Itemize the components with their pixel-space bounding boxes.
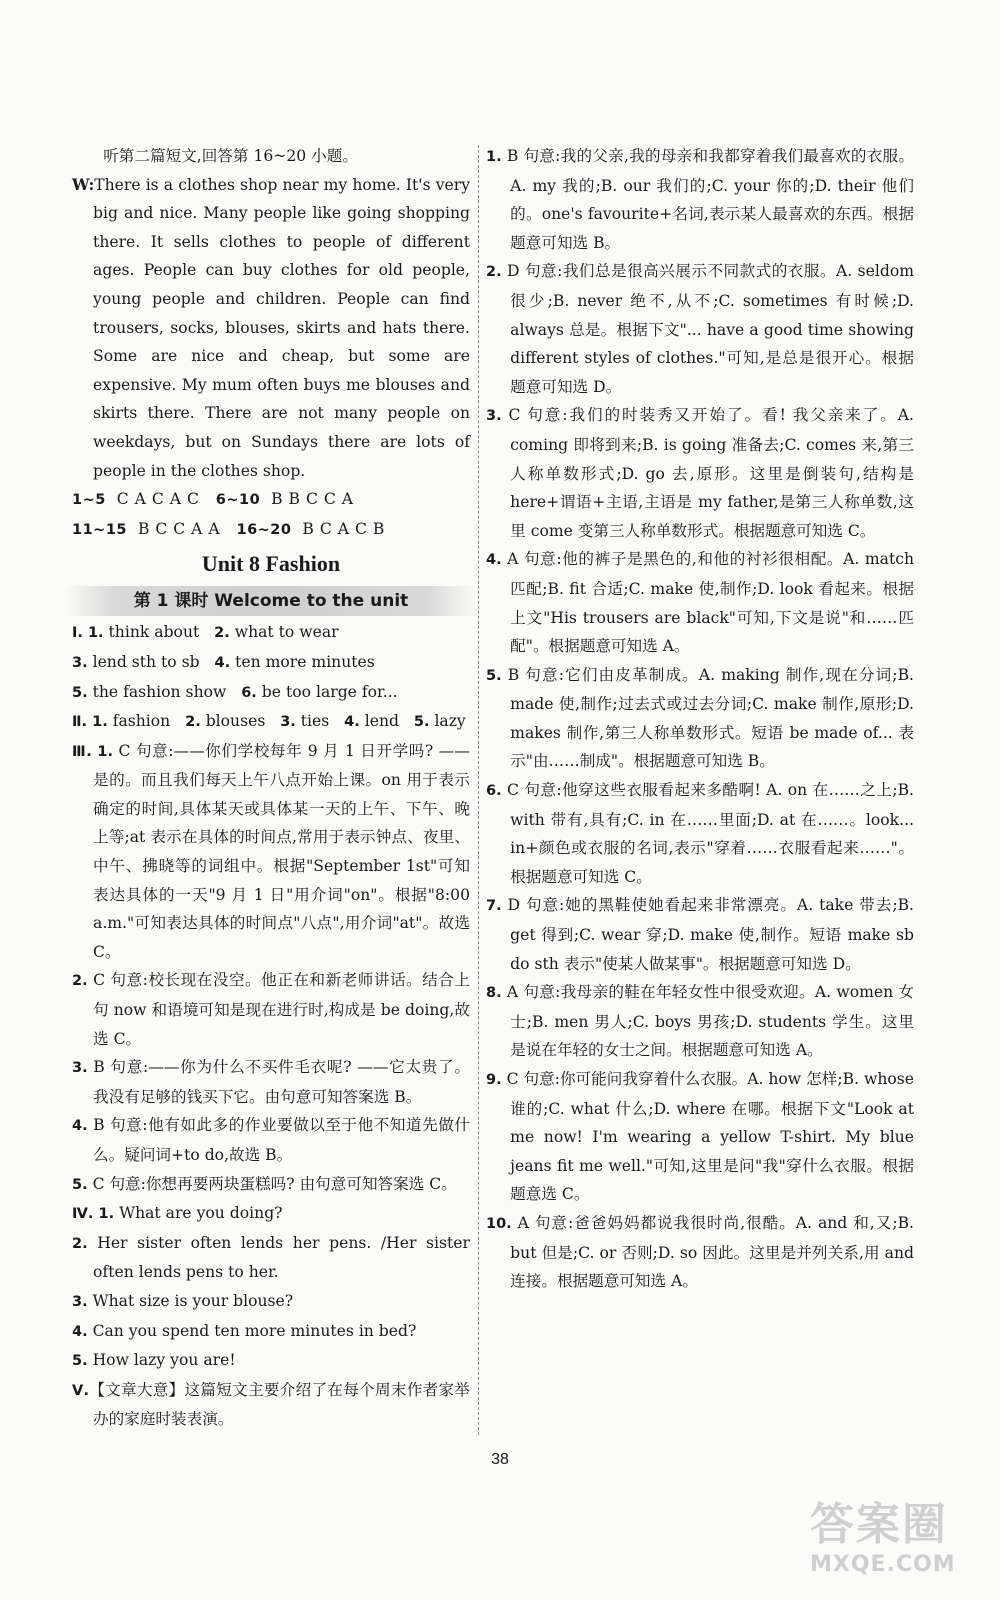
sec2-row <box>72 707 470 737</box>
item-text: be too large for... <box>261 682 398 701</box>
item-number: 2. <box>185 714 201 731</box>
item-number: 3. <box>72 654 88 671</box>
item-text: lend <box>364 712 399 731</box>
sec3-item <box>72 737 470 967</box>
item-number: 3. <box>72 1293 88 1310</box>
answer-letters: B B C C A <box>271 490 354 509</box>
item-number: Ⅱ. 1. <box>72 714 108 731</box>
item-text: 【文章大意】这篇短文主要介绍了在每个周末作者家举办的家庭时装表演。 <box>89 1380 470 1429</box>
item-number: 5. <box>72 1176 88 1193</box>
answer-range: 1~5 <box>72 492 106 509</box>
answer-range: 16~20 <box>236 521 292 538</box>
cloze-answer <box>486 1065 914 1209</box>
item-text: B 句意:他有如此多的作业要做以至于他不知道先做什么。疑问词+to do,故选 B。 <box>93 1116 471 1164</box>
item-number: 3. <box>72 1060 88 1077</box>
item-text: ten more minutes <box>235 652 375 671</box>
item-text: A 句意:爸爸妈妈都说我很时尚,很酷。A. and 和,又;B. but 但是;C. or 否则;D. so 因此。这里是并列关系,用 and 连接。根据题意可知选 A。 <box>510 1213 914 1291</box>
cloze-answer <box>486 1209 914 1296</box>
item-text: Can you spend ten more minutes in bed? <box>92 1321 417 1340</box>
sec3-item <box>72 1170 470 1200</box>
item-number: 4. <box>72 1323 88 1340</box>
item-text: B 句意:——你为什么不买件毛衣呢? ——它太贵了。我没有足够的钱买下它。由句意可知答案选 B。 <box>93 1058 470 1106</box>
item-number: Ⅲ. 1. <box>72 743 113 760</box>
cloze-answer <box>486 545 914 660</box>
sec5-item <box>72 1376 470 1434</box>
item-text: think about <box>108 623 200 642</box>
item-number: 4. <box>344 714 360 731</box>
item-text: what to wear <box>234 623 339 642</box>
left-column <box>72 142 470 1434</box>
watermark-url: MXQE.COM <box>810 1552 956 1577</box>
item-number: Ⅳ. 1. <box>72 1206 115 1223</box>
item-number: 4. <box>214 654 231 671</box>
item-number: Ⅰ. 1. <box>72 625 104 642</box>
item-number: 6. <box>241 684 257 701</box>
sec4-item <box>72 1346 470 1376</box>
item-text: the fashion show <box>92 682 227 701</box>
item-text: C 句意:你想再要两块蛋糕吗? 由句意可知答案选 C。 <box>92 1174 457 1193</box>
sec1-row <box>72 648 470 678</box>
item-text: lazy <box>434 712 466 731</box>
cloze-answer <box>486 776 914 891</box>
item-text: D 句意:我们总是很高兴展示不同款式的衣服。A. seldom 很少;B. never 绝不,从不;C. sometimes 有时候;D. always 总是。根据下文"... have a good time showing different styles of clothes."可知,是总是很开心。根据题意可知选 D。 <box>507 262 914 396</box>
item-number: 5. <box>486 667 502 684</box>
watermark-text: 答案圈 <box>810 1499 948 1550</box>
cloze-answer <box>486 891 914 978</box>
sec3-item <box>72 1053 470 1111</box>
transcript-text: There is a clothes shop near my home. It's very big and nice. Many people like going shopping there. It sells clothes to people of different ages. People can buy clothes for old people, young people and children. People can find trousers, socks, blouses, skirts and hats there. Some are nice and cheap, but some are expensive. My mum often buys me blouses and skirts there. There are not many people on weekdays, but on Sundays there are lots of people in the clothes shop. <box>93 175 470 480</box>
item-text: Her sister often lends her pens. /Her sister often lends pens to her. <box>93 1233 470 1282</box>
cloze-answer <box>486 401 914 545</box>
item-number: 6. <box>486 783 502 800</box>
item-number: 3. <box>486 408 502 425</box>
sec4-item <box>72 1199 470 1229</box>
answer-row-2 <box>72 515 470 545</box>
cloze-answer <box>486 257 914 401</box>
item-number: 4. <box>486 552 502 569</box>
item-number: 5. <box>72 1353 88 1370</box>
item-text: lend sth to sb <box>92 652 200 671</box>
item-text: What size is your blouse? <box>92 1291 294 1310</box>
page-number: 38 <box>491 1451 509 1468</box>
item-number: 2. <box>72 973 88 990</box>
cloze-answer <box>486 978 914 1065</box>
answer-letters: B C C A A <box>137 519 221 538</box>
answer-letters: B C A C B <box>302 519 385 538</box>
item-number: 10. <box>486 1215 512 1232</box>
item-text: D 句意:她的黑鞋使她看起来非常漂亮。A. take 带去;B. get 得到;C. wear 穿;D. make 使,制作。短语 make sb do sth 表示"使某人做某事"。根据题意可知选 D。 <box>507 896 914 973</box>
speaker-label: W: <box>72 174 95 194</box>
sec4-item <box>72 1317 470 1347</box>
item-text: B 句意:我的父亲,我的母亲和我都穿着我们最喜欢的衣服。A. my 我的;B. our 我们的;C. your 你的;D. their 他们的。one's favourite+名词,表示某人最喜欢的东西。根据题意可知选 B。 <box>506 147 914 252</box>
item-number: 2. <box>214 625 230 642</box>
item-text: What are you doing? <box>119 1204 283 1223</box>
item-text: blouses <box>205 712 266 731</box>
item-text: A 句意:我母亲的鞋在年轻女性中很受欢迎。A. women 女士;B. men 男人;C. boys 男孩;D. students 学生。这里是说在年轻的女士之间。根据题意可知选 A。 <box>506 983 914 1060</box>
item-number: 2. <box>486 264 502 281</box>
watermark-logo <box>810 1500 990 1592</box>
item-text: B 句意:它们由皮革制成。A. making 制作,现在分词;B. made 使,制作;过去式或过去分词;C. make 制作,原形;D. makes 制作,第三人称单数形式。短语 be made of... 表示"由……制成"。根据题意可知选 B。 <box>507 665 914 771</box>
lesson-title: 第 1 课时 Welcome to the unit <box>64 586 478 616</box>
item-number: 4. <box>72 1118 88 1135</box>
item-text: A 句意:他的裤子是黑色的,和他的衬衫很相配。A. match 匹配;B. fit 合适;C. make 使,制作;D. look 看起来。根据上文"His trousers are black"可知,下文是说"和……匹配"。根据题意可知选 A。 <box>507 550 914 656</box>
item-text: How lazy you are! <box>92 1351 236 1370</box>
answer-range: 11~15 <box>72 521 128 538</box>
item-text: C 句意:——你们学校每年 9 月 1 日开学吗? ——是的。而且我们每天上午八点开始上课。on 用于表示确定的时间,具体某天或具体某一天的上午、下午、晚上等;at 表示在具体的时间点,常用于表示钟点、夜里、中午、拂晓等的词组中。根据"September 1st"可知表达具体的一天"9 月 1 日"用介词"on"。根据"8:00 a.m."可知表达具体的时间点"八点",用介词"at"。故选 C。 <box>93 741 470 961</box>
item-text: C 句意:我们的时装秀又开始了。看! 我父亲来了。A. coming 即将到来;B. is going 准备去;C. comes 来,第三人称单数形式;D. go 去,原形。这里是倒装句,结构是 here+谓语+主语,主语是 my father,是第三人称单数,这里 come 变第三人称单数形式。根据题意可知选 C。 <box>508 406 914 540</box>
listening-intro: 听第二篇短文,回答第 16~20 小题。 <box>103 147 358 165</box>
column-divider <box>478 145 479 1435</box>
item-number: 9. <box>486 1072 502 1088</box>
sec3-item <box>72 966 470 1053</box>
right-column <box>486 142 914 1296</box>
item-text: C 句意:他穿这些衣服看起来多酷啊! A. on 在……之上;B. with 带有,具有;C. in 在……里面;D. at 在……。look... in+颜色或衣服的名词,表示"穿着……衣服看起来……"。根据题意可知选 C。 <box>507 781 914 886</box>
answer-range: 6~10 <box>215 492 261 509</box>
item-text: C 句意:校长现在没空。他正在和新老师讲话。结合上句 now 和语境可知是现在进行时,构成是 be doing,故选 C。 <box>93 971 470 1048</box>
item-number: 1. <box>486 149 502 165</box>
transcript-w <box>72 171 470 486</box>
cloze-answer <box>486 661 914 776</box>
item-text: C 句意:你可能问我穿着什么衣服。A. how 怎样;B. whose 谁的;C. what 什么;D. where 在哪。根据下文"Look at me now! I'm wearing a yellow T-shirt. My blue jeans fit me well."可知,这里是问"我"穿什么衣服。根据题意选 C。 <box>506 1070 914 1204</box>
sec3-item <box>72 1111 470 1169</box>
item-number: 3. <box>280 714 296 731</box>
item-number: 7. <box>486 898 502 915</box>
answer-row-1 <box>72 485 470 515</box>
item-text: fashion <box>112 712 171 731</box>
sec1-row <box>72 618 470 648</box>
sec1-row <box>72 678 470 708</box>
item-number: 5. <box>413 714 430 731</box>
sec4-item <box>72 1287 470 1317</box>
cloze-answer <box>486 142 914 257</box>
item-number: Ⅴ. <box>72 1382 90 1399</box>
unit-title: Unit 8 Fashion <box>201 551 341 577</box>
sec4-item <box>72 1229 470 1287</box>
item-number: 2. <box>72 1235 88 1252</box>
item-text: ties <box>300 712 330 731</box>
answer-letters: C A C A C <box>116 490 200 509</box>
item-number: 8. <box>486 985 502 1002</box>
item-number: 5. <box>72 684 88 701</box>
